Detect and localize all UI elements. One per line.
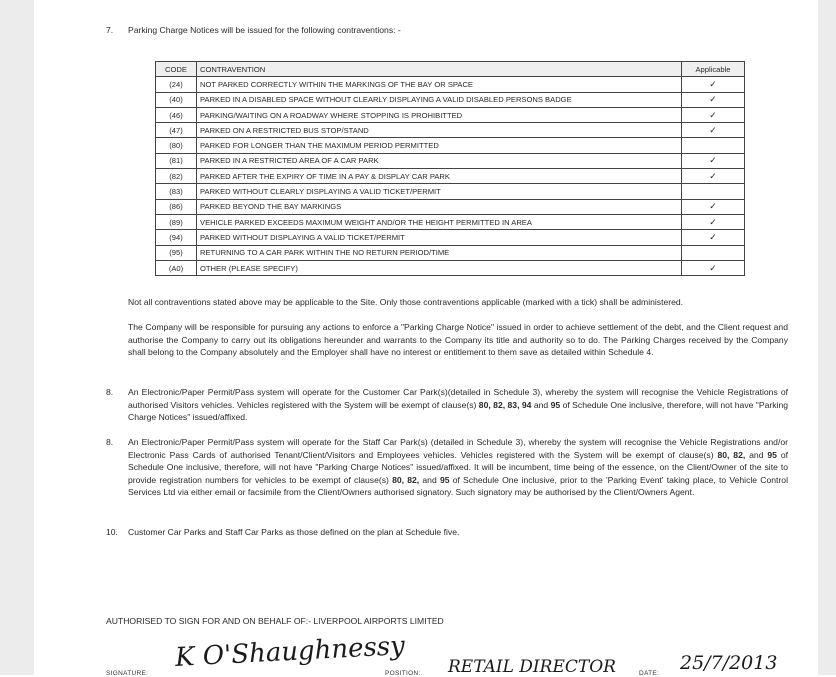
header-applicable: Applicable (682, 62, 745, 77)
section-8b-text (128, 436, 788, 499)
position-handwriting: RETAIL DIRECTOR (448, 657, 616, 677)
code-cell: (81) (156, 153, 197, 168)
tick-icon: ✓ (709, 94, 717, 105)
code-cell: (95) (156, 245, 197, 260)
code-cell: (46) (156, 107, 197, 122)
applicable-cell (682, 245, 745, 260)
note-applicable: Not all contraventions stated above may be applicable to the Site. Only those contraventions applicable (marked with a tick) shall be administered. (128, 297, 684, 307)
table-row (156, 260, 745, 275)
date-handwriting: 25/7/2013 (680, 652, 778, 674)
section-8a-and: and (531, 399, 551, 410)
section-8b-middle: of Schedule One inclusive, therefore, will not have "Parking Charge Notices" issued/affixed. It will be incumbent, time being of the essence, on the Client/Owner of the site to provide registration numbers for vehicles to be exempt of clause(s) (128, 449, 788, 485)
tick-icon: ✓ (709, 124, 717, 135)
table-row (156, 153, 745, 168)
table-row (156, 138, 745, 153)
applicable-cell (682, 184, 745, 199)
section-7-intro: Parking Charge Notices will be issued for the following contraventions: - (128, 25, 401, 35)
table-row (156, 92, 745, 107)
code-cell: (A0) (156, 260, 197, 275)
table-row (156, 245, 745, 260)
table-row (156, 169, 745, 184)
contraventions-table (155, 61, 745, 276)
header-contravention: CONTRAVENTION (197, 62, 682, 77)
applicable-cell (682, 260, 745, 275)
signature-handwriting: K O'Shaughnessy (174, 631, 406, 673)
section-8b-and-2: and (419, 474, 440, 485)
tick-icon: ✓ (709, 216, 717, 227)
applicable-cell (682, 107, 745, 122)
contravention-cell: PARKED IN A DISABLED SPACE WITHOUT CLEARLY DISPLAYING A VALID DISABLED PERSONS BADGE (197, 92, 682, 107)
section-8b-clauses-2: 80, 82, (392, 474, 420, 485)
applicable-cell (682, 123, 745, 138)
viewer-margin-left (0, 0, 34, 675)
contravention-cell: PARKED WITHOUT CLEARLY DISPLAYING A VALID TICKET/PERMIT (197, 184, 682, 199)
section-8b-tail: of Schedule One inclusive, prior to the 'Parking Event' taking place, to Vehicle Control Services Ltd via either email or facsimile from the Client/Owners authorised signatory. Such signatory may be authorised by the Client/Owners Agent. (128, 474, 788, 498)
tick-icon: ✓ (709, 262, 717, 273)
section-8a-text (128, 386, 788, 424)
tick-icon: ✓ (709, 231, 717, 242)
applicable-cell (682, 199, 745, 214)
section-8b-last-2: 95 (439, 474, 450, 485)
authorised-line: AUTHORISED TO SIGN FOR AND ON BEHALF OF:- LIVERPOOL AIRPORTS LIMITED (106, 616, 444, 626)
contravention-cell: PARKED WITHOUT DISPLAYING A VALID TICKET/PERMIT (197, 230, 682, 245)
code-cell: (47) (156, 123, 197, 138)
applicable-cell (682, 77, 745, 92)
table-row (156, 184, 745, 199)
applicable-cell (682, 153, 745, 168)
section-8b-lead: An Electronic/Paper Permit/Pass system will operate for the Staff Car Park(s) (detailed in Schedule 3), whereby the system will recognise the Vehicle Registrations and/or Electronic Pass Cards of authorised Tenant/Client/Visitors and Employees vehicles. Vehicles registered with the System will be exempt of clause(s) (128, 437, 788, 460)
applicable-cell (682, 92, 745, 107)
signature-label: SIGNATURE: (106, 670, 149, 677)
section-8b-number: 8. (106, 437, 114, 447)
contravention-cell: PARKED BEYOND THE BAY MARKINGS (197, 199, 682, 214)
code-cell: (86) (156, 199, 197, 214)
contravention-cell: PARKED AFTER THE EXPIRY OF TIME IN A PAY & DISPLAY CAR PARK (197, 169, 682, 184)
table-row (156, 230, 745, 245)
table-row (156, 199, 745, 214)
date-label: DATE: (639, 670, 660, 677)
section-8a-last-clause: 95 (550, 399, 561, 410)
applicable-cell (682, 230, 745, 245)
contravention-cell: OTHER (PLEASE SPECIFY) (197, 260, 682, 275)
code-cell: (82) (156, 169, 197, 184)
contraventions-table-body (156, 77, 745, 276)
position-label: POSITION: (385, 670, 421, 677)
table-row (156, 77, 745, 92)
code-cell: (80) (156, 138, 197, 153)
code-cell: (94) (156, 230, 197, 245)
code-cell: (83) (156, 184, 197, 199)
section-8a-lead: An Electronic/Paper Permit/Pass system will operate for the Customer Car Park(s)(detailed in Schedule 3), whereby the system will recognise the Vehicle Registrations of authorised Visitors vehicles. Vehicles registered with the System will be exempt of clause(s) (128, 387, 788, 410)
section-8b-clauses-1: 80, 82, (717, 449, 746, 460)
section-8a-number: 8. (106, 387, 114, 397)
company-paragraph: The Company will be responsible for pursuing any actions to enforce a "Parking Charge Notice" issued in order to achieve settlement of the debt, and the Client request and authorise the Company to carry out its obligations hereunder and warrants to the Company its title and authority so to do. The Parking Charges received by the Company shall belong to the Company absolutely and the Employer shall have no interest or entitlement to them save as detailed within Schedule 4. (128, 322, 788, 358)
contravention-cell: RETURNING TO A CAR PARK WITHIN THE NO RETURN PERIOD/TIME (197, 245, 682, 260)
section-8b-and-1: and (745, 449, 768, 460)
contravention-cell: NOT PARKED CORRECTLY WITHIN THE MARKINGS OF THE BAY OR SPACE (197, 77, 682, 92)
contravention-cell: VEHICLE PARKED EXCEEDS MAXIMUM WEIGHT AND/OR THE HEIGHT PERMITTED IN AREA (197, 214, 682, 229)
tick-icon: ✓ (709, 109, 717, 120)
contravention-cell: PARKED ON A RESTRICTED BUS STOP/STAND (197, 123, 682, 138)
section-8a-clauses: 80, 82, 83, 94 (478, 399, 532, 410)
tick-icon: ✓ (709, 78, 717, 89)
code-cell: (89) (156, 214, 197, 229)
table-row (156, 214, 745, 229)
applicable-cell (682, 138, 745, 153)
tick-icon: ✓ (709, 170, 717, 181)
section-10-text: Customer Car Parks and Staff Car Parks as those defined on the plan at Schedule five. (128, 527, 460, 537)
contravention-cell: PARKED FOR LONGER THAN THE MAXIMUM PERIOD PERMITTED (197, 138, 682, 153)
tick-icon: ✓ (709, 201, 717, 212)
section-8b-last-1: 95 (767, 449, 777, 460)
code-cell: (40) (156, 92, 197, 107)
contravention-cell: PARKING/WAITING ON A ROADWAY WHERE STOPPING IS PROHIBITTED (197, 107, 682, 122)
section-7-number: 7. (106, 25, 114, 35)
table-row (156, 123, 745, 138)
code-cell: (24) (156, 77, 197, 92)
table-header-row (156, 62, 745, 77)
applicable-cell (682, 214, 745, 229)
contravention-cell: PARKED IN A RESTRICTED AREA OF A CAR PARK (197, 153, 682, 168)
viewer-margin-right (818, 0, 836, 675)
tick-icon: ✓ (709, 155, 717, 166)
section-10-number: 10. (106, 527, 118, 537)
applicable-cell (682, 169, 745, 184)
table-row (156, 107, 745, 122)
section-8a-tail: of Schedule One inclusive, therefore, will not have "Parking Charge Notices" issued/affixed. (128, 399, 788, 423)
header-code: CODE (156, 62, 197, 77)
